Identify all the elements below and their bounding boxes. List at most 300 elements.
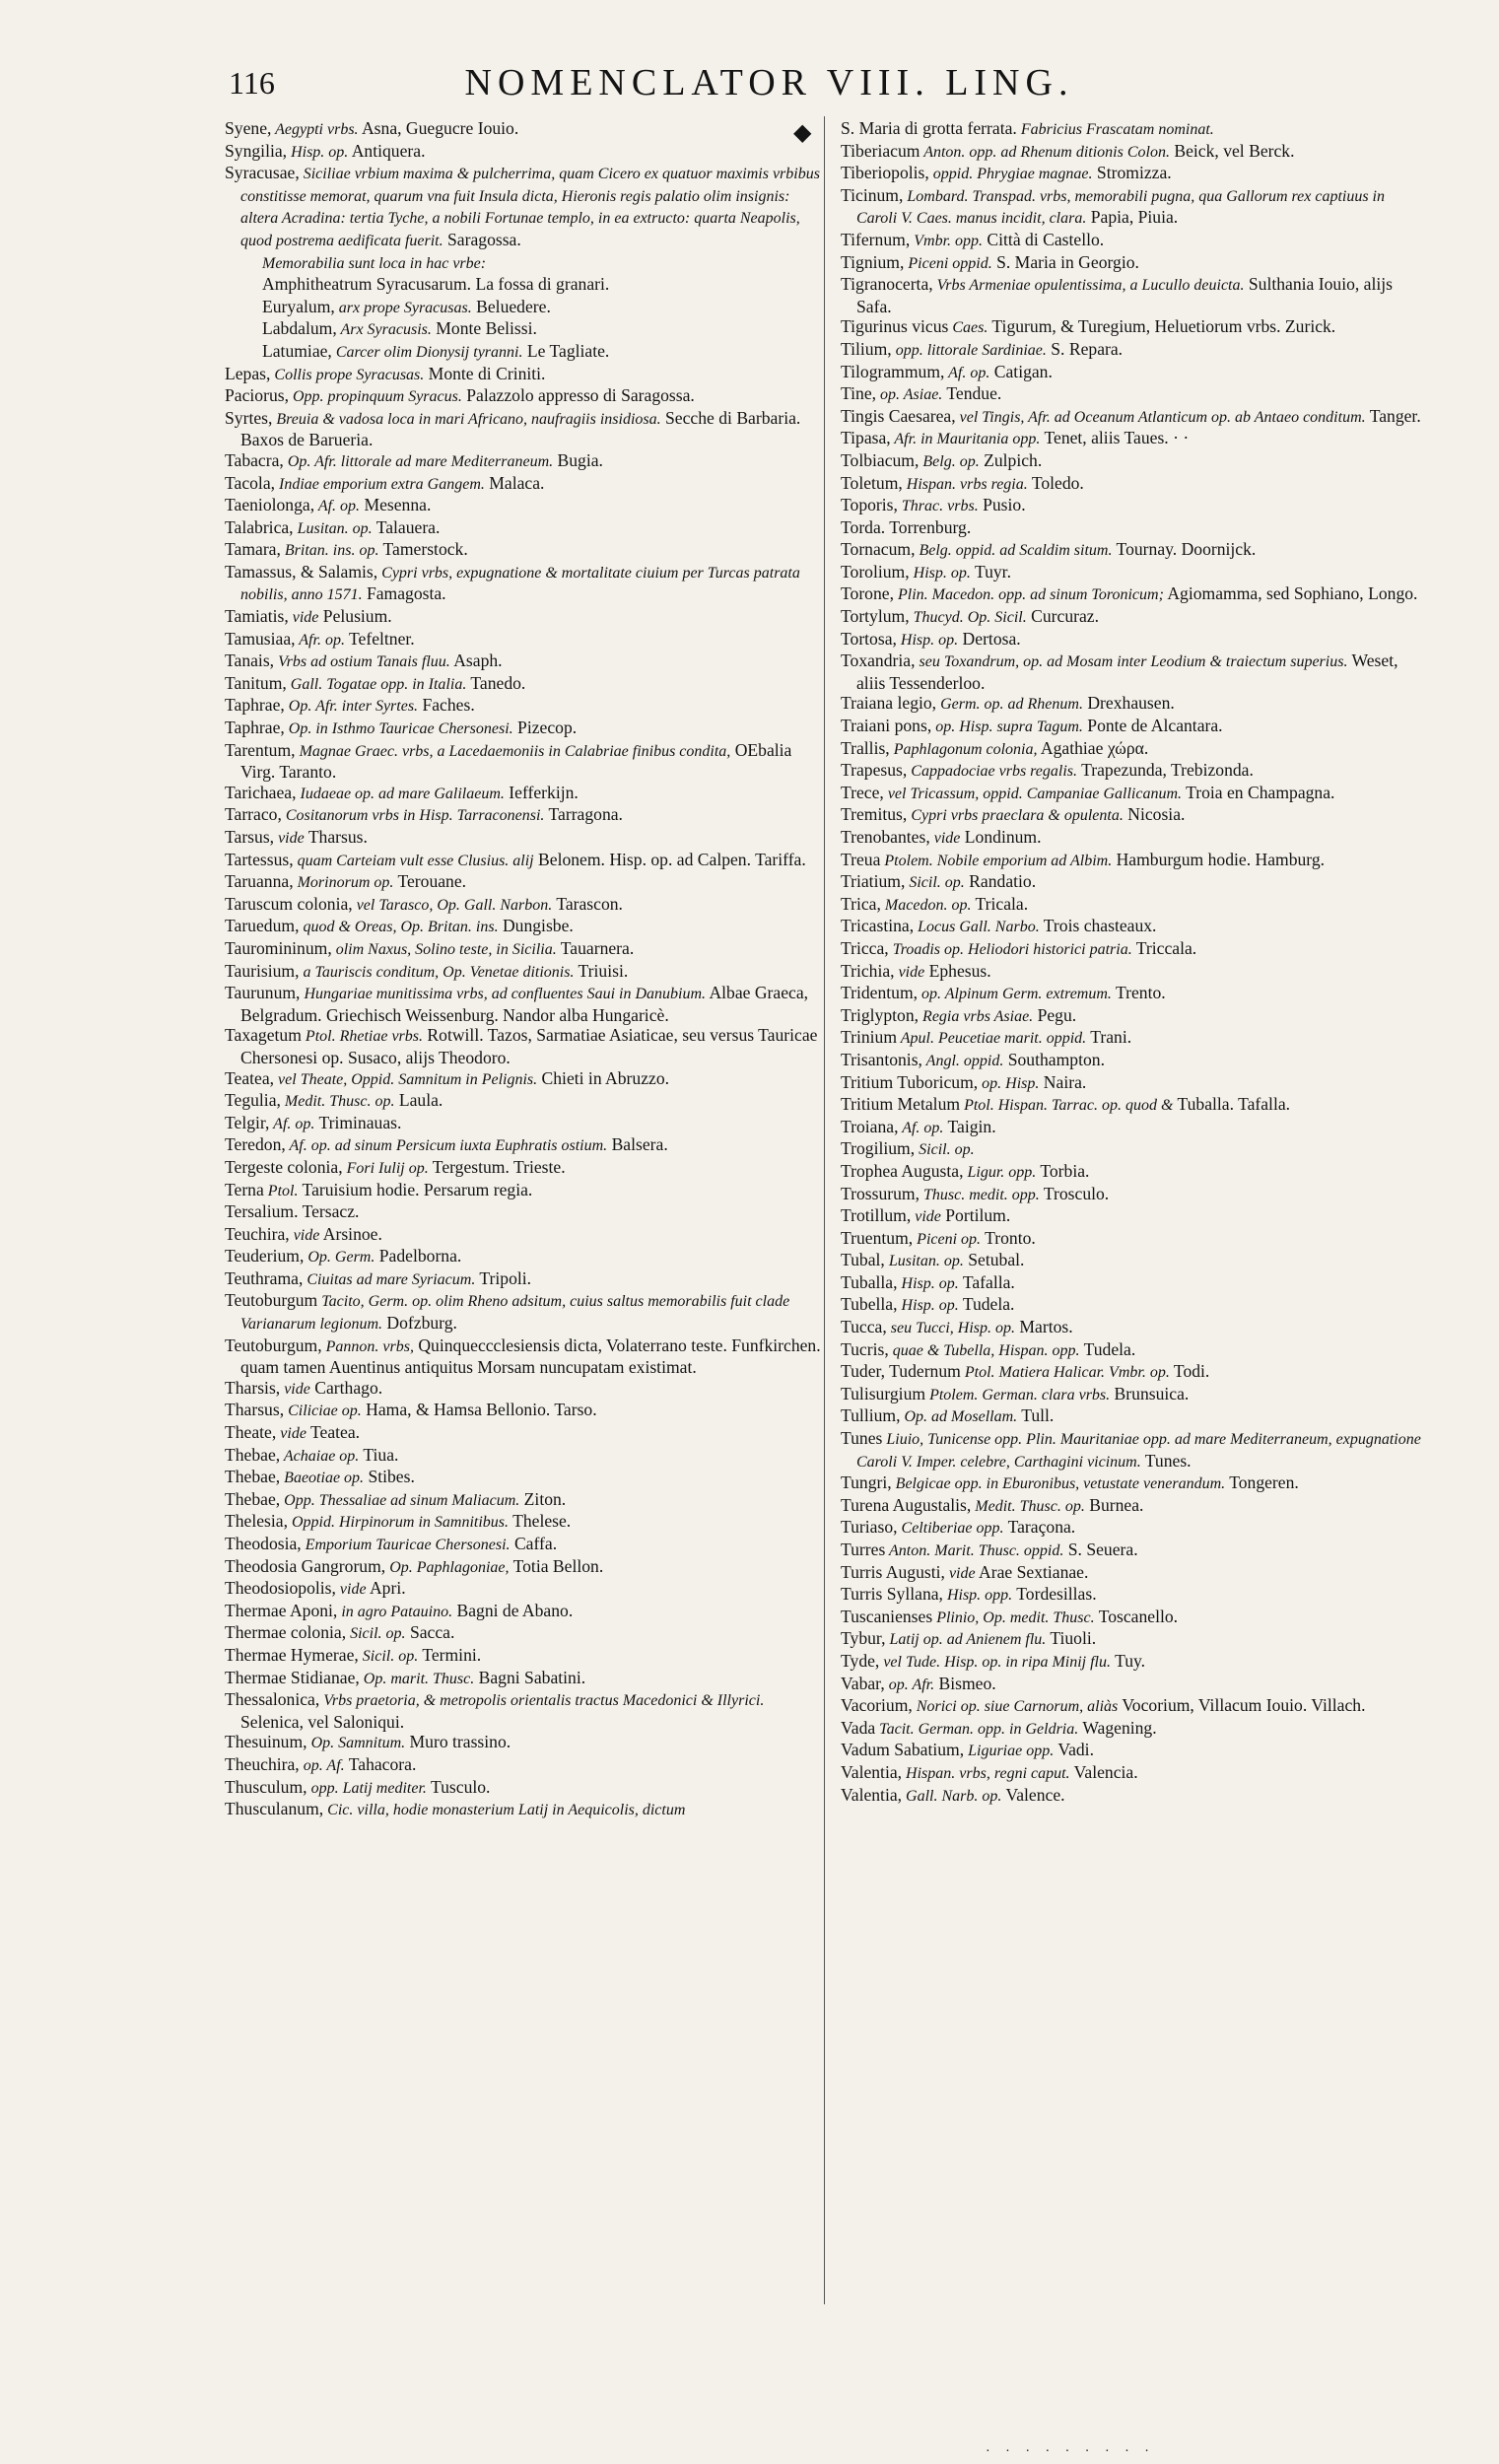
entry-vernacular: Agiomamma, sed Sophiano, Longo.	[1163, 583, 1418, 604]
entry-gloss: vide	[276, 1425, 307, 1443]
entry-gloss: Iudaeae op. ad mare Galilaeum.	[296, 785, 505, 802]
entry-gloss: Sicil. op.	[346, 1625, 406, 1643]
entry-headword: Tifernum,	[841, 229, 911, 249]
entry-gloss: vide	[289, 1226, 320, 1244]
entry	[841, 1384, 1422, 1406]
entry-vernacular: Tefeltner.	[344, 628, 415, 649]
entry-headword: Taruedum,	[225, 916, 300, 936]
entry-headword: Tiberiacum	[841, 140, 920, 161]
entry-gloss: oppid. Phrygiae magnae.	[928, 166, 1093, 183]
ornament-icon: ◆	[793, 120, 812, 146]
entry-headword: Trichia,	[841, 960, 895, 981]
entry	[225, 473, 828, 496]
entry-headword: Tritium Metalum	[841, 1094, 961, 1115]
entry-headword: Euryalum,	[262, 296, 335, 316]
entry-headword: Syracusae,	[225, 163, 300, 183]
entry	[841, 339, 1422, 362]
entry-vernacular: Sacca.	[405, 1622, 455, 1643]
entry-gloss: op. Asiae.	[876, 386, 943, 404]
entry	[841, 517, 1422, 540]
entry	[225, 1732, 828, 1754]
entry	[225, 297, 828, 319]
entry-gloss: Ptol. Rhetiae vrbs.	[301, 1028, 424, 1046]
entry-vernacular: Trapezunda, Trebizonda.	[1077, 760, 1254, 781]
entry-gloss: Norici op. siue Carnorum, aliàs	[912, 1698, 1119, 1716]
entry-vernacular: Rotwill. Tazos, Sarmatiae Asiaticae, seu versus Tauricae Chersonesi op. Susaco, alijs Theodoro.	[240, 1025, 818, 1067]
entry-gloss: Af. op.	[314, 498, 361, 515]
entry	[841, 1695, 1422, 1718]
entry-headword: Trica,	[841, 893, 881, 914]
entry	[841, 583, 1422, 606]
entry	[841, 1250, 1422, 1272]
entry	[841, 1740, 1422, 1762]
entry-headword: Thermae Stidianae,	[225, 1667, 360, 1687]
entry-vernacular: Taraçona.	[1003, 1517, 1076, 1538]
entry-headword: Thessalonica,	[225, 1689, 320, 1710]
entry-headword: Thusculanum,	[225, 1799, 324, 1819]
entry-gloss: op. Alpinum Germ. extremum.	[918, 986, 1112, 1003]
entry	[225, 1754, 828, 1777]
entry-vernacular: Bagni de Abano.	[452, 1600, 574, 1620]
entry-headword: Turris Augusti,	[841, 1561, 945, 1582]
entry-vernacular: Torrenburg.	[885, 516, 972, 537]
entry	[841, 916, 1422, 938]
entry-vernacular: Curcuraz.	[1026, 606, 1100, 627]
entry	[841, 716, 1422, 738]
entry-headword: Tharsus,	[225, 1400, 285, 1420]
entry-vernacular: Mesenna.	[360, 495, 432, 515]
entry-vernacular: Bugia.	[553, 449, 603, 470]
entry-vernacular: Beick, vel Berck.	[1169, 140, 1295, 161]
entry-headword: Thermae colonia,	[225, 1622, 347, 1643]
entry-vernacular: Todi.	[1169, 1361, 1210, 1382]
entry	[225, 983, 828, 1025]
entry-headword: Vacorium,	[841, 1695, 913, 1716]
entry	[225, 650, 828, 673]
entry-headword: Traiani pons,	[841, 716, 932, 736]
entry-gloss: Indiae emporium extra Gangem.	[275, 475, 485, 493]
entry	[841, 804, 1422, 827]
entry-headword: Thesuinum,	[225, 1732, 307, 1752]
entry	[225, 871, 828, 894]
entry-gloss: Af. op. ad sinum Persicum iuxta Euphratis ostium.	[285, 1137, 608, 1155]
entry	[841, 1405, 1422, 1428]
entry-gloss: Siciliae vrbium maxima & pulcherrima, quam Cicero ex quatuor maximis vrbibus constitisse memorat, quarum vna fuit Insula dicta, Hieronis regis palatio olim insignis: altera Acradina: tertia Tyche, a nobili Fortunae templo, in ea extructo: quarta Neapolis, quod postrema aedificata fuerit.	[240, 166, 820, 249]
entry-headword: Syngilia,	[225, 140, 288, 161]
entry	[841, 1495, 1422, 1518]
entry-gloss: seu Toxandrum, op. ad Mosam inter Leodium & traiectum superius.	[915, 653, 1348, 671]
entry-vernacular: Tanedo.	[466, 672, 526, 693]
entry-gloss: Liguriae opp.	[964, 1743, 1055, 1760]
entry-vernacular: Troia en Champagna.	[1182, 782, 1335, 802]
entry	[225, 1467, 828, 1489]
entry-headword: Trisantonis,	[841, 1049, 922, 1069]
entry-headword: Tipasa,	[841, 428, 891, 448]
entry	[225, 517, 828, 540]
entry	[841, 274, 1422, 316]
entry-gloss: vel Tingis, Afr. ad Oceanum Atlanticum op. ab Antaeo conditum.	[955, 408, 1366, 426]
entry-gloss: Sicil. op.	[905, 874, 965, 892]
entry	[841, 1562, 1422, 1585]
footer-marks: · · · · · · · · ·	[986, 2444, 1155, 2459]
entry	[225, 850, 828, 872]
entry	[225, 718, 828, 740]
entry-headword: Taxagetum	[225, 1025, 302, 1046]
entry-headword: Trotillum,	[841, 1205, 912, 1226]
entry-headword: Tanais,	[225, 650, 275, 671]
entry-headword: Teuderium,	[225, 1246, 305, 1266]
entry	[841, 1339, 1422, 1362]
entry-headword: Tharsis,	[225, 1377, 281, 1398]
entry-gloss: Ligur. opp.	[963, 1163, 1037, 1181]
entry-gloss: Baeotiae op.	[280, 1470, 365, 1487]
entry-vernacular: Tanger.	[1365, 405, 1421, 426]
entry-gloss: Cositanorum vrbs in Hisp. Tarraconensi.	[281, 807, 545, 825]
entry-vernacular: Toledo.	[1027, 472, 1084, 493]
entry	[841, 141, 1422, 164]
entry-headword: Taurisium,	[225, 960, 300, 981]
entry	[225, 1025, 828, 1067]
entry	[841, 1540, 1422, 1562]
entry-gloss: Ptol.	[263, 1182, 299, 1199]
entry-headword: Trallis,	[841, 737, 890, 758]
entry-vernacular: Hamburgum hodie. Hamburg.	[1112, 849, 1326, 869]
entry-vernacular: Tricala.	[971, 893, 1029, 914]
entry	[225, 916, 828, 938]
entry-vernacular: Burnea.	[1084, 1494, 1144, 1515]
entry-gloss: Emporium Tauricae Chersonesi.	[301, 1537, 511, 1553]
entry-gloss: Cypri vrbs praeclara & opulenta.	[907, 807, 1124, 825]
entry-headword: Troiana,	[841, 1116, 899, 1136]
entry-headword: Labdalum,	[262, 318, 337, 339]
entry-headword: Turiaso,	[841, 1517, 898, 1538]
entry	[841, 252, 1422, 275]
entry-gloss: Cypri vrbs, expugnatione & mortalitate ciuium per Turcas patrata nobilis, anno 1571.	[240, 564, 800, 604]
entry-gloss: Medit. Thusc. op.	[280, 1093, 395, 1111]
entry	[225, 539, 828, 562]
entry-headword: Tauromininum,	[225, 937, 332, 958]
entry-headword: Tucca,	[841, 1317, 887, 1337]
entry	[841, 1294, 1422, 1317]
entry-gloss: Macedon. op.	[880, 896, 972, 914]
entry-vernacular: Portilum.	[940, 1205, 1011, 1226]
entry-gloss: vide	[894, 963, 925, 981]
entry-vernacular: Southampton.	[1003, 1049, 1105, 1069]
entry-headword: Amphitheatrum Syracusarum.	[262, 274, 472, 295]
entry-headword: Trapesus,	[841, 760, 908, 781]
entry-gloss: Sicil. op.	[915, 1141, 975, 1159]
entry-headword: Tornacum,	[841, 539, 916, 560]
entry-gloss: Hisp. opp.	[942, 1587, 1013, 1605]
entry-gloss: opp. littorale Sardiniae.	[891, 341, 1047, 359]
entry-vernacular: Brunsuica.	[1110, 1383, 1190, 1403]
entry-vernacular: Laula.	[394, 1090, 443, 1111]
entry-gloss: Germ. op. ad Rhenum.	[936, 696, 1083, 714]
entry	[841, 1317, 1422, 1339]
entry-vernacular: Ephesus.	[924, 960, 991, 981]
entry	[225, 938, 828, 961]
entry-headword: Tucris,	[841, 1338, 889, 1359]
entry-gloss: Hisp. op.	[897, 1274, 959, 1292]
entry	[225, 606, 828, 629]
entry-gloss: Tacit. German. opp. in Geldria.	[875, 1720, 1079, 1738]
entry	[225, 252, 828, 275]
entry	[225, 1246, 828, 1268]
entry-vernacular: Faches.	[418, 695, 475, 716]
entry-vernacular: Tronto.	[981, 1227, 1036, 1248]
entry	[225, 1201, 828, 1224]
entry-vernacular: Padelborna.	[375, 1246, 462, 1266]
entry	[841, 1361, 1422, 1384]
entry-gloss: Op. ad Mosellam.	[900, 1408, 1018, 1426]
entry-vernacular: Tergestum. Trieste.	[428, 1156, 566, 1177]
entry	[225, 1090, 828, 1113]
entry-vernacular: La fossa di granari.	[471, 274, 610, 295]
entry-headword: Truentum,	[841, 1227, 914, 1248]
entry	[841, 562, 1422, 584]
entry	[225, 1799, 828, 1821]
entry-vernacular: Tournay. Doornijck.	[1112, 539, 1257, 560]
entry-headword: Trece,	[841, 782, 884, 802]
entry-vernacular: Tull.	[1017, 1405, 1055, 1426]
entry-vernacular: Pizecop.	[512, 718, 578, 738]
entry-gloss: vide	[335, 1581, 367, 1599]
entry-gloss: Ptol. Matiera Halicar. Vmbr. op.	[960, 1364, 1170, 1382]
entry-gloss: Op. marit. Thusc.	[359, 1670, 475, 1687]
entry-headword: Tamassus, & Salamis,	[225, 561, 378, 582]
entry	[841, 1138, 1422, 1161]
entry-gloss: op. Hisp. supra Tagum.	[931, 719, 1083, 736]
entry-headword: Tersalium.	[225, 1201, 299, 1222]
entry-gloss: vide	[288, 609, 319, 627]
entry-gloss: opp. Latij mediter.	[307, 1779, 427, 1797]
entry	[841, 629, 1422, 651]
entry-headword: Tacola,	[225, 472, 276, 493]
entry-vernacular: Valencia.	[1069, 1761, 1138, 1782]
entry-headword: Toxandria,	[841, 650, 916, 671]
entry-vernacular: Saragossa.	[443, 229, 521, 249]
entry-vernacular: S. Repara.	[1046, 338, 1124, 359]
entry-vernacular: S. Maria in Georgio.	[991, 251, 1139, 272]
page-number: 116	[229, 65, 275, 101]
entry-vernacular: Belonem. Hisp. op. ad Calpen. Tariffa.	[533, 849, 806, 869]
entry-vernacular: Antiquera.	[348, 140, 426, 161]
entry-vernacular: Arsinoe.	[319, 1223, 382, 1244]
entry-vernacular: Balsera.	[607, 1134, 668, 1155]
entry-vernacular: Iefferkijn.	[504, 782, 579, 802]
entry	[841, 1072, 1422, 1095]
entry-headword: Tullium,	[841, 1405, 901, 1426]
entry	[841, 961, 1422, 984]
entry-gloss: Arx Syracusis.	[336, 321, 432, 339]
entry	[225, 1689, 828, 1732]
entry-gloss: Ciliciae op.	[284, 1403, 362, 1420]
entry-gloss: Oppid. Hirpinorum in Samnitibus.	[288, 1514, 510, 1532]
entry-headword: Tuballa,	[841, 1271, 898, 1292]
entry-headword: Taurunum,	[225, 983, 301, 1003]
entry-headword: Triatium,	[841, 871, 906, 892]
entry-gloss: Morinorum op.	[293, 874, 394, 892]
entry	[225, 1534, 828, 1556]
entry	[225, 740, 828, 783]
entry-gloss: op. Af.	[299, 1756, 345, 1774]
entry-gloss: Hisp. op.	[909, 564, 971, 582]
entry-gloss: vide	[929, 830, 961, 847]
entry-vernacular: Trento.	[1111, 983, 1166, 1003]
entry-gloss: Fabricius Frascatam nominat.	[1016, 121, 1214, 138]
entry-vernacular: Taruisium hodie. Persarum regia.	[298, 1179, 533, 1199]
entry-vernacular: Triuisi.	[574, 960, 629, 981]
entry-gloss: Ptol. Hispan. Tarrac. op. quod &	[960, 1097, 1174, 1115]
entry-headword: Tricastina,	[841, 916, 915, 936]
entry-headword: Trinium	[841, 1027, 898, 1048]
entry-headword: Tine,	[841, 383, 877, 404]
entry-vernacular: Famagosta.	[362, 583, 446, 604]
entry-gloss: Vrbs Armeniae opulentissima, a Lucullo deuicta.	[932, 277, 1245, 295]
entry	[225, 118, 828, 141]
entry-vernacular: Triminauas.	[314, 1112, 402, 1132]
entry-gloss: Lusitan. op.	[293, 519, 373, 537]
entry-headword: Teutoburgum,	[225, 1335, 322, 1355]
entry-gloss: Carcer olim Dionysij tyranni.	[331, 343, 523, 361]
entry-vernacular: Tuballa. Tafalla.	[1173, 1094, 1291, 1115]
entry-vernacular: Totia Bellon.	[509, 1555, 604, 1576]
entry-headword: Tungri,	[841, 1472, 892, 1493]
entry-headword: Toporis,	[841, 495, 898, 515]
entry-vernacular: Tuy.	[1111, 1650, 1146, 1671]
entry-vernacular: Bismeo.	[934, 1673, 996, 1693]
entry-gloss: Plin. Macedon. opp. ad sinum Toronicum;	[893, 586, 1164, 604]
entry-gloss: seu Tucci, Hisp. op.	[886, 1320, 1015, 1337]
entry-vernacular: Tersacz.	[298, 1201, 360, 1222]
entry	[225, 1422, 828, 1445]
entry-headword: Tabacra,	[225, 449, 284, 470]
entry	[225, 804, 828, 827]
entry-headword: Tiberiopolis,	[841, 163, 929, 183]
entry-vernacular: Vocorium, Villacum Iouio. Villach.	[1118, 1695, 1366, 1716]
entry	[841, 1718, 1422, 1741]
entry-gloss: Hisp. op.	[897, 1297, 959, 1315]
entry	[225, 1157, 828, 1180]
entry	[841, 316, 1422, 339]
entry-gloss: Memorabilia sunt loca in hac vrbe:	[262, 254, 487, 272]
entry-vernacular: Caffa.	[510, 1534, 558, 1553]
entry-vernacular: Tordesillas.	[1012, 1584, 1097, 1605]
running-head-title: NOMENCLATOR VIII. LING.	[464, 62, 1074, 103]
entry-gloss: Vmbr. opp.	[910, 232, 984, 249]
entry-vernacular: Dofzburg.	[382, 1313, 457, 1334]
entry-vernacular: Muro trassino.	[405, 1732, 511, 1752]
entry-vernacular: Triccala.	[1131, 937, 1197, 958]
entry-headword: Tunes	[841, 1428, 883, 1449]
entry-headword: Triglypton,	[841, 1004, 920, 1025]
entry	[841, 473, 1422, 496]
entry-gloss: Ciuitas ad mare Syriacum.	[303, 1270, 476, 1288]
entry-headword: Valentia,	[841, 1784, 903, 1805]
entry	[225, 1400, 828, 1422]
entry-headword: Tridentum,	[841, 983, 919, 1003]
entry-gloss: Troadis op. Heliodori historici patria.	[888, 940, 1132, 958]
entry-headword: Thebae,	[225, 1488, 281, 1509]
entry-vernacular: Albae Graeca, Belgradum. Griechisch Weissenburg. Nandor alba Hungaricè.	[240, 983, 809, 1025]
entry-vernacular: Agathiae χώρα.	[1037, 737, 1149, 758]
entry-gloss: Hispan. vrbs regia.	[902, 475, 1028, 493]
entry	[225, 163, 828, 251]
entry	[841, 983, 1422, 1005]
entry	[841, 1272, 1422, 1295]
entry-headword: Thusculum,	[225, 1776, 307, 1797]
entry-vernacular: Monte di Criniti.	[424, 363, 546, 383]
entry	[225, 827, 828, 850]
entry-headword: Tritium Tuboricum,	[841, 1071, 979, 1092]
entry	[841, 450, 1422, 473]
entry-vernacular: Chieti in Abruzzo.	[537, 1067, 670, 1088]
entry-gloss: vel Tarasco, Op. Gall. Narbon.	[352, 896, 553, 914]
entry-vernacular: Tudela.	[958, 1294, 1015, 1315]
entry	[841, 1472, 1422, 1495]
entry-gloss: vel Theate, Oppid. Samnitum in Pelignis.	[274, 1070, 538, 1088]
entry-vernacular: Trois chasteaux.	[1039, 916, 1157, 936]
entry-headword: Theodosia Gangrorum,	[225, 1555, 386, 1576]
entry-gloss: Op. Afr. littorale ad mare Mediterraneum.	[283, 452, 554, 470]
entry	[841, 1094, 1422, 1117]
entry-gloss: quae & Tubella, Hispan. opp.	[888, 1341, 1080, 1359]
entry-headword: Torolium,	[841, 561, 910, 582]
entry-vernacular: Trosculo.	[1039, 1183, 1110, 1203]
entry	[841, 428, 1422, 450]
entry-vernacular: Palazzolo appresso di Saragossa.	[461, 385, 695, 406]
entry-vernacular: Asna, Guegucre Iouio.	[358, 118, 519, 138]
entry-headword: Taeniolonga,	[225, 495, 315, 515]
entry	[841, 539, 1422, 562]
entry	[841, 1607, 1422, 1629]
entry	[841, 1005, 1422, 1028]
entry-gloss: Op. Afr. inter Syrtes.	[284, 698, 419, 716]
entry-gloss: Opp. Thessaliae ad sinum Maliacum.	[280, 1491, 520, 1509]
entry	[225, 1578, 828, 1601]
entry-gloss: Aegypti vrbs.	[271, 121, 359, 138]
entry-vernacular: Tendue.	[942, 383, 1002, 404]
entry-gloss: op. Afr.	[884, 1676, 935, 1693]
entry-headword: Tuder, Tudernum	[841, 1361, 961, 1382]
entry-headword: Theate,	[225, 1422, 277, 1443]
entry-gloss: Fori Iulij op.	[342, 1159, 429, 1177]
entry-headword: S. Maria di grotta ferrata.	[841, 118, 1017, 138]
entry-vernacular: Nicosia.	[1123, 804, 1186, 825]
entry-headword: Taphrae,	[225, 695, 285, 716]
entry-vernacular: Tunes.	[1140, 1450, 1192, 1471]
entry-gloss: Afr. in Mauritania opp.	[890, 431, 1041, 448]
entry	[225, 1180, 828, 1202]
entry-gloss: Hisp. op.	[287, 143, 349, 161]
entry-headword: Tremitus,	[841, 804, 908, 825]
entry-gloss: Thusc. medit. opp.	[920, 1186, 1040, 1203]
entry	[841, 406, 1422, 429]
entry-headword: Tamara,	[225, 539, 281, 560]
entry-gloss: Collis prope Syracusas.	[270, 366, 425, 383]
entry-vernacular: Teatea.	[306, 1422, 361, 1443]
entry-vernacular: Città di Castello.	[983, 229, 1105, 249]
entry-gloss: Vrbs praetoria, & metropolis orientalis tractus Macedonici & Illyrici.	[319, 1692, 765, 1710]
entry	[841, 230, 1422, 252]
entry	[225, 1268, 828, 1291]
entry-vernacular: Ziton.	[519, 1488, 567, 1509]
entry-vernacular: Vadi.	[1054, 1740, 1094, 1760]
entry-gloss: Paphlagonum colonia,	[889, 740, 1038, 758]
entry	[225, 1511, 828, 1534]
entry	[225, 562, 828, 606]
entry-gloss: Magnae Graec. vrbs, a Lacedaemoniis in Calabriae finibus condita,	[295, 742, 731, 760]
